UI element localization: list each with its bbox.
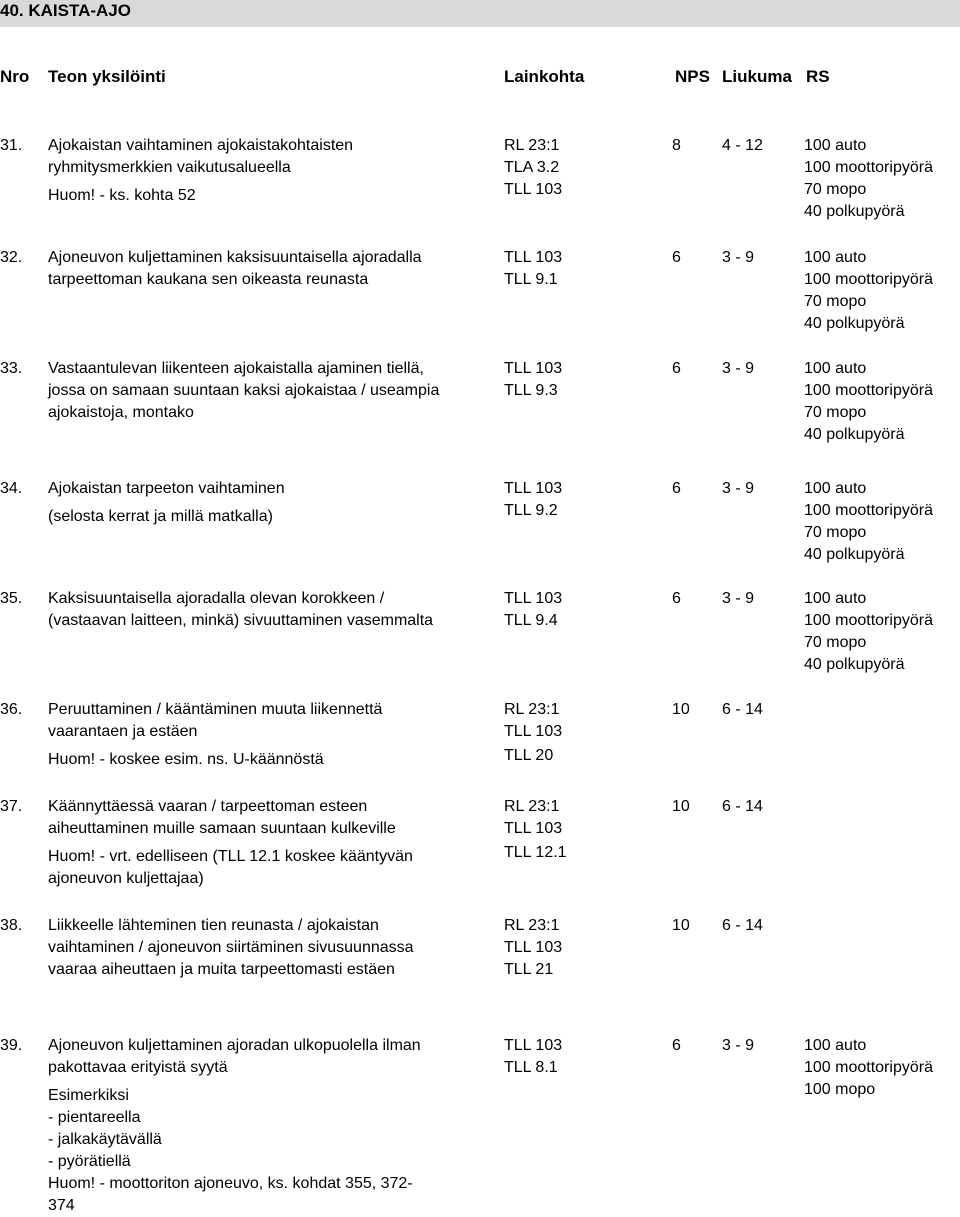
rs-line: 70 mopo <box>804 293 867 310</box>
lainkohta-line: TLL 103 <box>504 590 563 607</box>
lainkohta-line: TLL 103 <box>504 360 563 377</box>
row-rs <box>804 588 960 676</box>
row-liukuma: 3 - 9 <box>722 480 755 497</box>
lainkohta-line: TLL 103 <box>504 480 563 497</box>
lainkohta-line: TLL 21 <box>504 961 554 978</box>
rs-line: 40 polkupyörä <box>804 203 905 220</box>
row-lainkohta <box>504 1035 654 1079</box>
row-nps: 10 <box>672 701 690 718</box>
description-line: vaaraa aiheuttaen ja muita tarpeettomasti estäen <box>48 961 395 978</box>
row-description <box>48 699 503 771</box>
rs-line: 100 auto <box>804 590 867 607</box>
description-note: ajoneuvon kuljettajaa) <box>48 870 204 887</box>
page-title: 40. KAISTA-AJO <box>0 1 131 20</box>
header-lainkohta: Lainkohta <box>504 67 585 86</box>
description-example: - jalkakäytävällä <box>48 1131 162 1148</box>
row-liukuma: 3 - 9 <box>722 590 755 607</box>
row-lainkohta <box>504 478 654 522</box>
description-line: Ajokaistan vaihtaminen ajokaistakohtaisten <box>48 137 354 154</box>
rs-line: 100 moottoripyörä <box>804 612 933 629</box>
row-lainkohta <box>504 358 654 402</box>
description-line: vaarantaen ja estäen <box>48 723 198 740</box>
rs-line: 40 polkupyörä <box>804 656 905 673</box>
lainkohta-line: TLL 103 <box>504 939 563 956</box>
rs-line: 40 polkupyörä <box>804 546 905 563</box>
rs-line: 70 mopo <box>804 181 867 198</box>
description-line: aiheuttaminen muille samaan suuntaan kulkeville <box>48 820 396 837</box>
title-bar <box>0 0 960 27</box>
description-line: ajokaistoja, montako <box>48 404 194 421</box>
row-rs <box>804 358 960 446</box>
row-lainkohta <box>504 796 654 864</box>
description-line: Kaksisuuntaisella ajoradalla olevan korokkeen / <box>48 590 385 607</box>
row-description <box>48 915 503 981</box>
row-nps: 6 <box>672 249 681 266</box>
row-nps: 6 <box>672 480 681 497</box>
row-number: 34. <box>0 480 23 497</box>
description-line: tarpeettoman kaukana sen oikeasta reunasta <box>48 271 369 288</box>
row-number: 37. <box>0 798 23 815</box>
row-description <box>48 588 503 632</box>
description-line: vaihtaminen / ajoneuvon siirtäminen sivusuunnassa <box>48 939 414 956</box>
row-number: 36. <box>0 701 23 718</box>
row-description <box>48 135 503 207</box>
rs-line: 70 mopo <box>804 404 867 421</box>
description-note: (selosta kerrat ja millä matkalla) <box>48 508 273 525</box>
header-liukuma: Liukuma <box>722 67 792 86</box>
row-description <box>48 796 503 890</box>
row-rs <box>804 1035 960 1101</box>
description-line: Ajokaistan tarpeeton vaihtaminen <box>48 480 285 497</box>
row-lainkohta <box>504 699 654 767</box>
row-number: 31. <box>0 137 23 154</box>
lainkohta-line: TLA 3.2 <box>504 159 560 176</box>
header-nps: NPS <box>675 67 710 86</box>
lainkohta-line: TLL 12.1 <box>504 844 567 861</box>
row-liukuma: 3 - 9 <box>722 1037 755 1054</box>
rs-line: 100 moottoripyörä <box>804 502 933 519</box>
rs-line: 100 auto <box>804 249 867 266</box>
description-note: Huom! - moottoriton ajoneuvo, ks. kohdat 355, 372- <box>48 1175 413 1192</box>
rs-line: 100 auto <box>804 137 867 154</box>
lainkohta-line: TLL 9.1 <box>504 271 558 288</box>
description-example: - pyörätiellä <box>48 1153 131 1170</box>
description-line: Ajoneuvon kuljettaminen kaksisuuntaisella ajoradalla <box>48 249 422 266</box>
row-rs <box>804 247 960 335</box>
lainkohta-line: RL 23:1 <box>504 917 560 934</box>
lainkohta-line: TLL 9.3 <box>504 382 558 399</box>
lainkohta-line: TLL 103 <box>504 1037 563 1054</box>
row-number: 35. <box>0 590 23 607</box>
rs-line: 100 auto <box>804 480 867 497</box>
description-note: 374 <box>48 1197 75 1214</box>
row-number: 33. <box>0 360 23 377</box>
row-number: 38. <box>0 917 23 934</box>
header-nro: Nro <box>0 67 30 86</box>
row-nps: 6 <box>672 1037 681 1054</box>
row-liukuma: 6 - 14 <box>722 917 763 934</box>
description-line: Käännyttäessä vaaran / tarpeettoman esteen <box>48 798 368 815</box>
row-nps: 6 <box>672 360 681 377</box>
header-teon-yksilointi: Teon yksilöinti <box>48 67 166 86</box>
rs-line: 40 polkupyörä <box>804 315 905 332</box>
description-note: Huom! - vrt. edelliseen (TLL 12.1 koskee kääntyvän <box>48 848 413 865</box>
row-number: 32. <box>0 249 23 266</box>
row-rs <box>804 478 960 566</box>
rs-line: 100 moottoripyörä <box>804 159 933 176</box>
row-description <box>48 478 503 528</box>
rs-line: 100 moottoripyörä <box>804 1059 933 1076</box>
lainkohta-line: TLL 103 <box>504 723 563 740</box>
rs-line: 100 moottoripyörä <box>804 382 933 399</box>
lainkohta-line: RL 23:1 <box>504 701 560 718</box>
row-nps: 10 <box>672 798 690 815</box>
rs-line: 100 mopo <box>804 1081 876 1098</box>
header-rs: RS <box>806 67 830 86</box>
row-description <box>48 247 503 291</box>
rs-line: 100 auto <box>804 1037 867 1054</box>
description-note: Huom! - ks. kohta 52 <box>48 187 196 204</box>
rs-line: 70 mopo <box>804 634 867 651</box>
row-description <box>48 1035 503 1217</box>
lainkohta-line: RL 23:1 <box>504 137 560 154</box>
row-liukuma: 3 - 9 <box>722 360 755 377</box>
row-liukuma: 6 - 14 <box>722 798 763 815</box>
row-lainkohta <box>504 135 654 201</box>
lainkohta-line: TLL 8.1 <box>504 1059 558 1076</box>
description-example-heading: Esimerkiksi <box>48 1087 129 1104</box>
rs-line: 70 mopo <box>804 524 867 541</box>
row-liukuma: 6 - 14 <box>722 701 763 718</box>
description-line: (vastaavan laitteen, minkä) sivuuttaminen vasemmalta <box>48 612 434 629</box>
lainkohta-line: TLL 103 <box>504 820 563 837</box>
description-line: Vastaantulevan liikenteen ajokaistalla ajaminen tiellä, <box>48 360 424 377</box>
row-lainkohta <box>504 247 654 291</box>
row-nps: 10 <box>672 917 690 934</box>
lainkohta-line: TLL 103 <box>504 249 563 266</box>
description-line: pakottavaa erityistä syytä <box>48 1059 228 1076</box>
lainkohta-line: TLL 9.2 <box>504 502 558 519</box>
description-line: ryhmitysmerkkien vaikutusalueella <box>48 159 291 176</box>
row-nps: 8 <box>672 137 681 154</box>
description-line: jossa on samaan suuntaan kaksi ajokaistaa / useampia <box>48 382 440 399</box>
lainkohta-line: TLL 20 <box>504 747 554 764</box>
row-nps: 6 <box>672 590 681 607</box>
description-line: Peruuttaminen / kääntäminen muuta liikennettä <box>48 701 383 718</box>
row-lainkohta <box>504 915 654 981</box>
description-line: Ajoneuvon kuljettaminen ajoradan ulkopuolella ilman <box>48 1037 421 1054</box>
lainkohta-line: RL 23:1 <box>504 798 560 815</box>
lainkohta-line: TLL 103 <box>504 181 563 198</box>
description-note: Huom! - koskee esim. ns. U-käännöstä <box>48 751 324 768</box>
row-liukuma: 4 - 12 <box>722 137 763 154</box>
description-line: Liikkeelle lähteminen tien reunasta / ajokaistan <box>48 917 379 934</box>
row-rs <box>804 135 960 223</box>
row-lainkohta <box>504 588 654 632</box>
rs-line: 100 moottoripyörä <box>804 271 933 288</box>
lainkohta-line: TLL 9.4 <box>504 612 558 629</box>
rs-line: 40 polkupyörä <box>804 426 905 443</box>
row-description <box>48 358 503 424</box>
rs-line: 100 auto <box>804 360 867 377</box>
row-liukuma: 3 - 9 <box>722 249 755 266</box>
row-number: 39. <box>0 1037 23 1054</box>
description-example: - pientareella <box>48 1109 141 1126</box>
